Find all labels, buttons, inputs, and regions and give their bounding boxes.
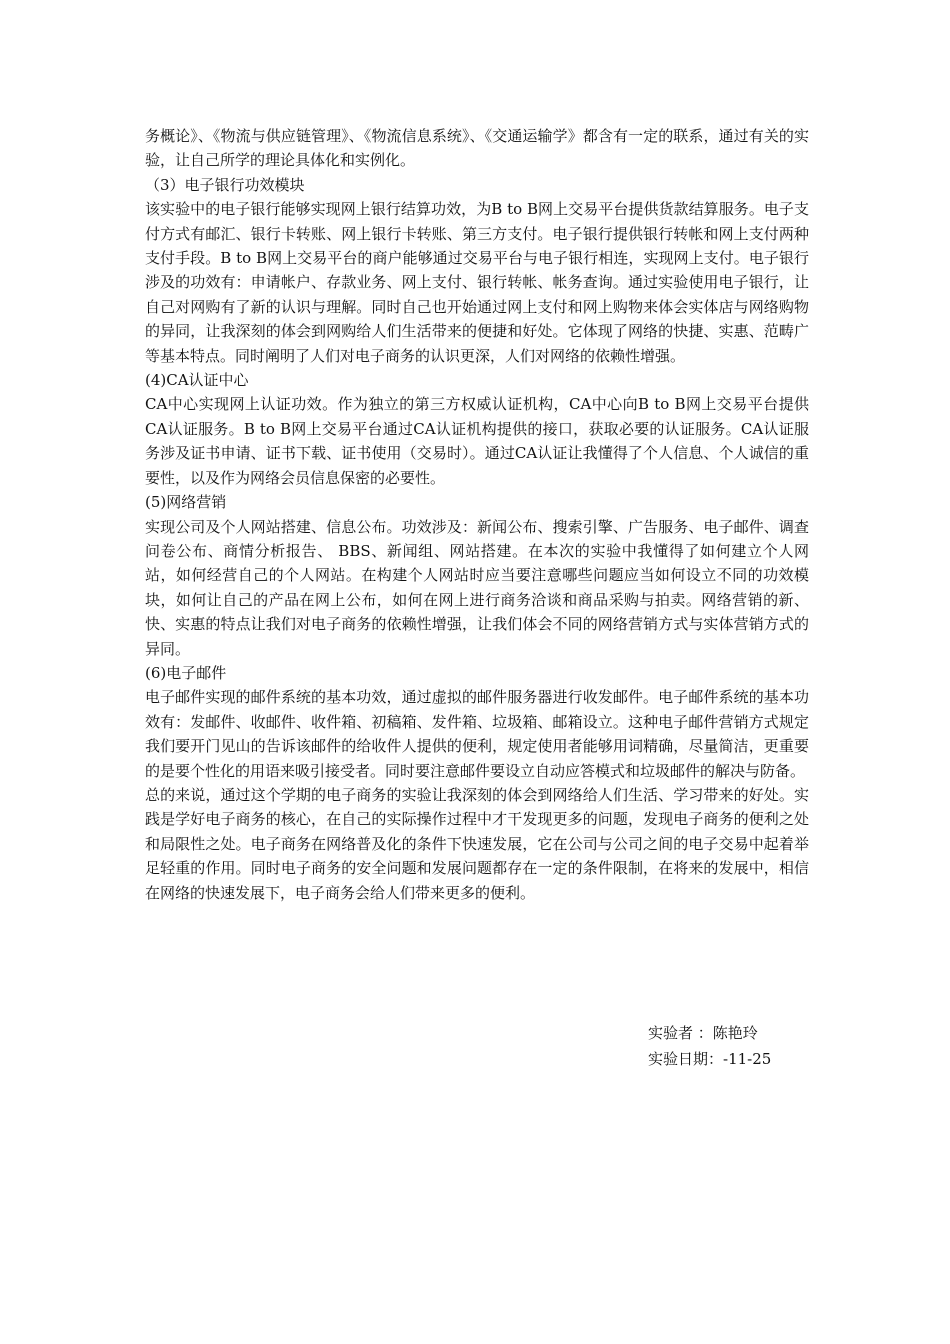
paragraph-ca: CA中心实现网上认证功效。作为独立的第三方权威认证机构，CA中心向B to B网上交易平台提供CA认证服务。B to B网上交易平台通过CA认证机构提供的接口，获取必要的认证服务。CA认证服务涉及证书申请、证书下载、证书使用（交易时）。通过CA认证让我懂得了个人信息、个人诚信的重要性，以及作为网络会员信息保密的必要性。 (145, 395, 809, 487)
paragraph-intro-continuation: 务概论》、《物流与供应链管理》、《物流信息系统》、《交通运输学》都含有一定的联系，通过有关的实验，让自己所学的理论具体化和实例化。 (145, 127, 809, 170)
paragraph-conclusion: 总的来说，通过这个学期的电子商务的实验让我深刻的体会到网络给人们生活、学习带来的好处。实践是学好电子商务的核心，在自己的实际操作过程中才干发现更多的问题，发现电子商务的便利之处和局限性之处。电子商务在网络普及化的条件下快速发展，它在公司与公司之间的电子交易中起着举足轻重的作用。同时电子商务的安全问题和发展问题都存在一定的条件限制，在将来的发展中，相信在网络的快速发展下，电子商务会给人们带来更多的便利。 (145, 785, 809, 902)
signature-block (648, 1020, 848, 1072)
date-line: 实验日期：-11-25 (648, 1050, 772, 1068)
section-heading-email: (6)电子邮件 (145, 663, 227, 682)
section-heading-ebank: （3）电子银行功效模块 (145, 175, 305, 194)
paragraph-marketing: 实现公司及个人网站搭建、信息公布。功效涉及：新闻公布、搜索引擎、广告服务、电子邮件、调查问卷公布、商情分析报告、 BBS、新闻组、网站搭建。在本次的实验中我懂得了如何建立个人网站，如何经营自己的个人网站。在构建个人网站时应当要注意哪些问题应当如何设立不同的功效模块，如何让自己的产品在网上公布，如何在网上进行商务洽谈和商品采购与拍卖。网络营销的新、快、实惠的特点让我们对电子商务的依赖性增强，让我们体会不同的网络营销方式与实体营销方式的异同。 (145, 517, 809, 658)
document-body (145, 124, 809, 905)
paragraph-ebank: 该实验中的电子银行能够实现网上银行结算功效，为B to B网上交易平台提供货款结算服务。电子支付方式有邮汇、银行卡转账、网上银行卡转账、第三方支付。电子银行提供银行转帐和网上支付两种支付手段。B to B网上交易平台的商户能够通过交易平台与电子银行相连，实现网上支付。电子银行涉及的功效有：申请帐户、存款业务、网上支付、银行转帐、帐务查询。通过实验使用电子银行，让自己对网购有了新的认识与理解。同时自己也开始通过网上支付和网上购物来体会实体店与网络购物的异同，让我深刻的体会到网购给人们生活带来的便捷和好处。它体现了网络的快捷、实惠、范畴广等基本特点。同时阐明了人们对电子商务的认识更深，人们对网络的依赖性增强。 (145, 200, 809, 365)
section-heading-marketing: (5)网络营销 (145, 493, 227, 512)
section-heading-ca: (4)CA认证中心 (145, 371, 249, 390)
experimenter-line: 实验者 ：陈艳玲 (648, 1024, 758, 1042)
paragraph-email: 电子邮件实现的邮件系统的基本功效，通过虚拟的邮件服务器进行收发邮件。电子邮件系统的基本功效有：发邮件、收邮件、收件箱、初稿箱、发件箱、垃圾箱、邮箱设立。这种电子邮件营销方式规定我们要开门见山的告诉该邮件的给收件人提供的便利，规定使用者能够用词精确，尽量简洁，更重要的是要个性化的用语来吸引接受者。同时要注意邮件要设立自动应答模式和垃圾邮件的解决与防备。 (145, 688, 809, 780)
